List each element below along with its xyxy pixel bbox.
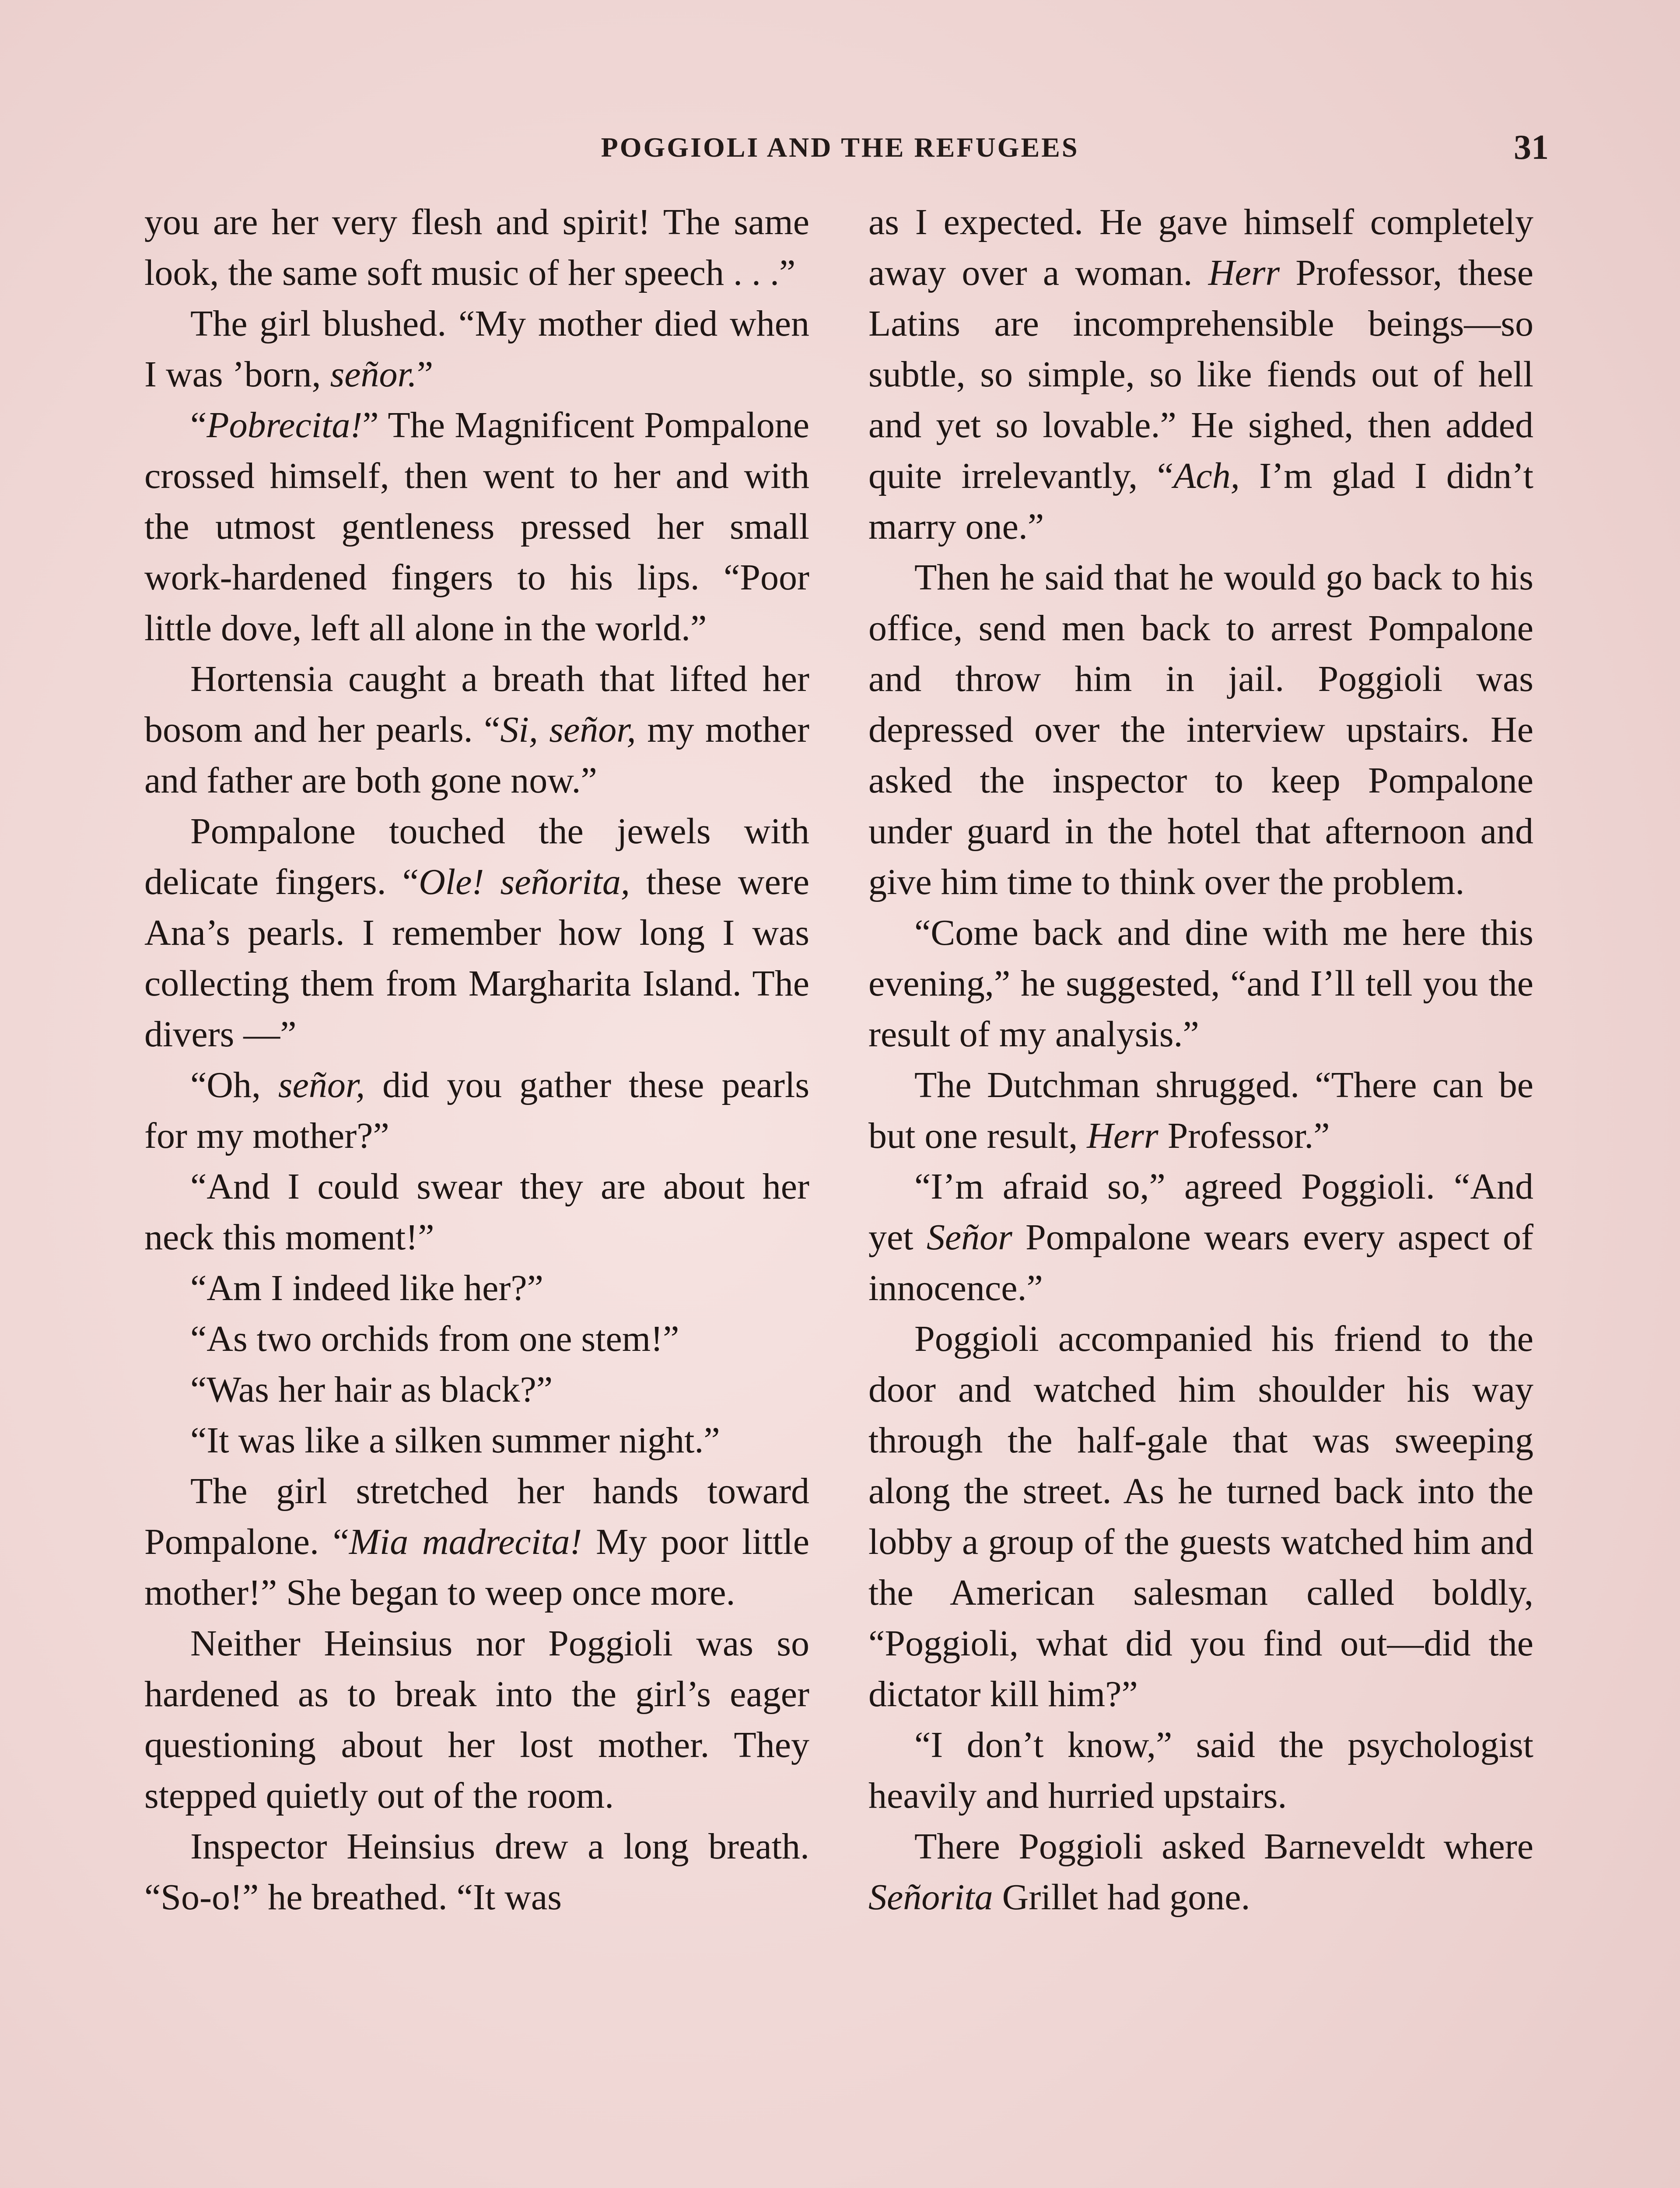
paragraph bbox=[144, 1314, 809, 1364]
text-run: did you gather these pearls for my mother?” bbox=[144, 1065, 810, 1156]
italic-text: señor, bbox=[278, 1065, 365, 1105]
text-run: as I expected. He gave himself completely away over a woman. bbox=[868, 202, 1533, 293]
italic-text: Ach, bbox=[1173, 456, 1240, 496]
paragraph bbox=[144, 400, 809, 654]
text-run: Professor.” bbox=[1158, 1115, 1330, 1156]
paragraph bbox=[868, 1720, 1533, 1821]
italic-text: Ole! señorita, bbox=[419, 862, 630, 902]
text-run: “Come back and dine with me here this evening,” he suggested, “and I’ll tell you the result of my analysis.” bbox=[868, 912, 1533, 1055]
paragraph bbox=[144, 1161, 809, 1263]
italic-text: Señor bbox=[926, 1217, 1012, 1258]
paragraph bbox=[868, 1821, 1533, 1923]
text-run: “As two orchids from one stem!” bbox=[190, 1318, 679, 1359]
paragraph bbox=[144, 1415, 809, 1466]
paragraph bbox=[868, 552, 1533, 908]
paragraph bbox=[144, 197, 809, 298]
text-run: “Was her hair as black?” bbox=[190, 1369, 553, 1410]
italic-text: Pobrecita! bbox=[206, 405, 363, 445]
right-text-column bbox=[868, 197, 1533, 1923]
italic-text: Si, señor, bbox=[500, 709, 636, 750]
text-run: Grillet had gone. bbox=[993, 1877, 1250, 1918]
left-text-column bbox=[144, 197, 809, 1923]
text-run: ” bbox=[416, 354, 434, 395]
text-run: Pompalone wears every aspect of innocence.” bbox=[868, 1217, 1533, 1308]
page-number: 31 bbox=[1514, 128, 1549, 167]
paragraph bbox=[144, 1263, 809, 1314]
text-run: There Poggioli asked Barneveldt where bbox=[914, 1826, 1533, 1867]
paragraph bbox=[144, 1821, 809, 1923]
italic-text: Herr bbox=[1208, 252, 1280, 293]
italic-text: Mia madrecita! bbox=[349, 1522, 582, 1562]
text-run: Then he said that he would go back to his office, send men back to arrest Pompalone and throw him in jail. Poggioli was depressed over the interview upstairs. He asked the inspector to keep Pompalone under guard in the hotel that afternoon and give him time to think over the problem. bbox=[868, 557, 1533, 902]
text-run: “And I could swear they are about her neck this moment!” bbox=[144, 1166, 809, 1258]
text-run: The girl blushed. “My mother died when I was ’born, bbox=[144, 303, 809, 395]
italic-text: señor. bbox=[330, 354, 417, 395]
text-run: “It was like a silken summer night.” bbox=[190, 1420, 720, 1461]
paragraph bbox=[144, 1618, 809, 1821]
text-run: these were Ana’s pearls. I remember how long I was collecting them from Margharita Island. The divers —” bbox=[144, 862, 810, 1055]
text-run: “Am I indeed like her?” bbox=[190, 1268, 543, 1308]
text-run: Neither Heinsius nor Poggioli was so hardened as to break into the girl’s eager questioning about her lost mother. They stepped quietly out of the room. bbox=[144, 1623, 809, 1816]
text-run: Inspector Heinsius drew a long breath. “So-o!” he breathed. “It was bbox=[144, 1826, 809, 1918]
paragraph bbox=[144, 654, 809, 806]
text-run: Pompalone touched the jewels with delicate fingers. “ bbox=[144, 811, 809, 902]
text-run: My poor little mother!” She began to weep once more. bbox=[144, 1522, 810, 1613]
paragraph bbox=[868, 1161, 1533, 1314]
text-run: you are her very flesh and spirit! The same look, the same soft music of her speech . . .” bbox=[144, 202, 809, 293]
text-run: ” The Magnificent Pompalone crossed himself, then went to her and with the utmost gentleness pressed her small work-hardened fingers to his lips. “Poor little dove, left all alone in the world.” bbox=[144, 405, 809, 649]
paragraph bbox=[868, 197, 1533, 552]
paragraph bbox=[868, 908, 1533, 1060]
paragraph bbox=[144, 1060, 809, 1161]
paragraph bbox=[144, 1466, 809, 1618]
text-run: “I don’t know,” said the psychologist heavily and hurried upstairs. bbox=[868, 1725, 1533, 1816]
text-run: “ bbox=[190, 405, 207, 445]
italic-text: Herr bbox=[1087, 1115, 1158, 1156]
text-run: I’m glad I didn’t marry one.” bbox=[868, 456, 1533, 547]
paragraph bbox=[144, 806, 809, 1060]
running-header: POGGIOLI AND THE REFUGEES bbox=[601, 132, 1079, 163]
text-run: Professor, these Latins are incomprehensible beings—so subtle, so simple, so like fiends out of hell and yet so lovable.” He sighed, then added quite irrelevantly, “ bbox=[868, 252, 1533, 496]
text-run: The Dutchman shrugged. “There can be but one result, bbox=[868, 1065, 1533, 1156]
paragraph bbox=[144, 298, 809, 400]
paragraph bbox=[144, 1364, 809, 1415]
text-run: The girl stretched her hands toward Pompalone. “ bbox=[144, 1471, 809, 1562]
italic-text: Señorita bbox=[868, 1877, 993, 1918]
text-run: Poggioli accompanied his friend to the door and watched him shoulder his way through the half-gale that was sweeping along the street. As he turned back into the lobby a group of the guests watched him and the American salesman called boldly, “Poggioli, what did you find out—did the dictator kill him?” bbox=[868, 1318, 1533, 1715]
text-run: “I’m afraid so,” agreed Poggioli. “And yet bbox=[868, 1166, 1533, 1258]
paragraph bbox=[868, 1314, 1533, 1720]
text-run: my mother and father are both gone now.” bbox=[144, 709, 809, 801]
paragraph bbox=[868, 1060, 1533, 1161]
text-run: “Oh, bbox=[190, 1065, 278, 1105]
text-run: Hortensia caught a breath that lifted her bosom and her pearls. “ bbox=[144, 659, 809, 750]
